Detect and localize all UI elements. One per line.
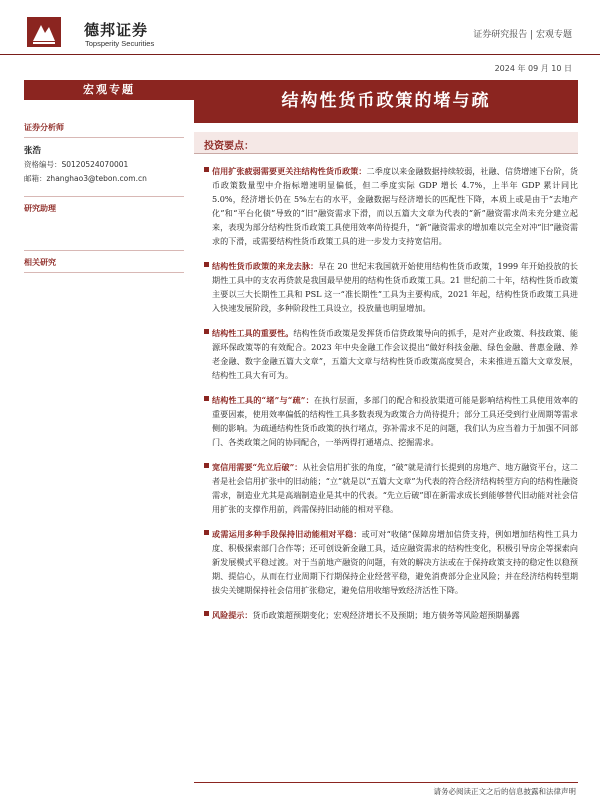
risk-warning-text: 货币政策超预期变化；宏观经济增长不及预期；地方债务等风险超预期暴露 [252, 610, 520, 620]
tebon-logo-icon [27, 17, 61, 47]
key-point-lead: 宽信用需要“先立后破”： [212, 462, 303, 472]
email-value[interactable]: zhanghao3@tebon.com.cn [46, 174, 147, 183]
related-research-label: 相关研究 [24, 257, 56, 267]
key-point-text: 或可对“收储”保障房增加信贷支持，例如增加结构性工具力度、积极探索部门合作等；还可创设新金融工具，适应融资需求的结构性变化，积极引导房企等探索向新发展模式平稳过渡。对于当前地产融资的问题，有效的解决方法或在于保持政策支持的稳定性以稳预期、提信心，从而在行业周期下行期保持企业经营平稳，避免消费部分企业风险；并在经济结构转型期拔尖关键期保持社会信用扩张稳定，避免信用收缩导致经济活性下降。 [212, 529, 578, 595]
page-header [0, 0, 600, 73]
key-point-item [204, 259, 578, 315]
key-point-text: 在执行层面，多部门的配合和投放渠道可能是影响结构性工具使用效率的重要因素，使用效率偏低的结构性工具多数表现为政策合力尚待提升；部分工具还受到行业周期等需求侧的影响。为疏通结构性货币政策的执行堵点，弥补需求不足的问题，我们认为应当着力于加强不同部门、各类政策之间的协同配合，一举两得打通堵点、挖掘需求。 [212, 395, 578, 447]
header-divider [0, 54, 600, 55]
sidebar-divider [24, 196, 184, 197]
key-point-lead: 信用扩张疲弱需要更关注结构性货币政策： [212, 166, 367, 176]
report-date: 2024 年 09 月 10 日 [494, 64, 572, 73]
key-point-item [204, 460, 578, 516]
section-title: 宏观专题 [24, 80, 194, 100]
key-point-item [204, 326, 578, 382]
footer-divider [194, 782, 578, 783]
bullet-icon [204, 611, 209, 616]
key-point-text: 结构性货币政策是发挥货币信贷政策导向的抓手，是对产业政策、科技政策、能源环保政策等的有效配合。2023 年中央金融工作会议提出“做好科技金融、绿色金融、普惠金融、养老金融、数字金融五篇大文章”，五篇大文章与结构性货币政策高度契合，未来推进五篇大文章发展，结构性工具大有可为。 [212, 328, 578, 380]
key-points-content [204, 164, 578, 633]
key-points-header [194, 132, 578, 154]
key-point-text: 早在 20 世纪末我国就开始使用结构性货币政策，1999 年开始投放的长期性工具中的支农再贷款是我国最早使用的结构性货币政策工具。21 世纪前二十年，结构性货币政策主要以三大长期性工具和 PSL 这一“准长期性”工具为主要构成，2021 年起，结构性货币政策工具进入快速发展阶段，多种阶段性工具设立，投放量也明显增加。 [212, 261, 578, 313]
brand-name: 德邦证券 [84, 21, 149, 39]
footer-disclaimer: 请务必阅读正文之后的信息披露和法律声明 [433, 787, 576, 796]
cert-key: 资格编号： [24, 160, 62, 169]
analyst-label: 证券分析师 [24, 122, 64, 132]
cert-value: S0120524070001 [61, 160, 129, 169]
bullet-icon [204, 530, 209, 535]
sidebar [24, 122, 184, 273]
key-points-label: 投资要点： [204, 141, 254, 152]
brand-english-name: Topsperity Securities [85, 39, 155, 48]
analyst-email[interactable] [24, 173, 184, 184]
bullet-icon [204, 396, 209, 401]
sidebar-divider [24, 137, 184, 138]
report-title: 结构性货币政策的堵与疏 [194, 80, 578, 123]
key-point-lead: 结构性工具的“堵”与“疏”： [212, 395, 314, 405]
sidebar-divider [24, 272, 184, 273]
key-point-lead: 结构性工具的重要性。 [212, 328, 294, 338]
bullet-icon [204, 463, 209, 468]
bullet-icon [204, 262, 209, 267]
key-point-item [204, 393, 578, 449]
email-key: 邮箱： [24, 174, 47, 183]
key-point-lead: 或需运用多种手段保持旧动能相对平稳： [212, 529, 362, 539]
research-assistant-label: 研究助理 [24, 203, 56, 213]
analyst-certification [24, 159, 184, 170]
key-point-item [204, 164, 578, 248]
risk-warning [204, 608, 578, 622]
key-point-lead: 结构性货币政策的来龙去脉： [212, 261, 319, 271]
report-type: 证券研究报告 | 宏观专题 [473, 30, 572, 40]
risk-warning-lead: 风险提示： [212, 610, 253, 620]
key-point-item [204, 527, 578, 597]
sidebar-divider [24, 250, 184, 251]
key-point-text: 二季度以来金融数据持续较弱，社融、信贷增速下台阶，货币政策数量型中介指标增速明显偏低，但二季度实际 GDP 增长 4.7%，上半年 GDP 累计同比 5.0%，经济增长仍在 5%左右的水平，金融数据与经济增长的匹配性下降，本质上或是由于“去地产化”和“平台化债”导致的“旧”融资需求下滑，而以五篇大文章为代表的“新”融资需求尚未充分建立起来，表现为部分结构性货币政策工具使用效率尚待提升，“新”融资需求的增加难以完全对冲“旧”融资需求的下滑，或需要结构性货币政策工具的进一步发力支持宽信用。 [212, 166, 578, 246]
key-point-text: 从社会信用扩张的角度，“破”就是清行长提到的房地产、地方融资平台，这二者是社会信用扩张中的旧动能；“立”就是以“五篇大文章”为代表的符合经济结构转型方向的结构性融资需求，制造业尤其是高端制造业是其中的代表。“先立后破”即在新需求成长到能够替代旧动能对社会信用扩张的支撑作用前，尚需保持旧动能的相对平稳。 [212, 462, 579, 514]
bullet-icon [204, 167, 209, 172]
bullet-icon [204, 329, 209, 334]
analyst-name: 张浩 [24, 146, 42, 156]
